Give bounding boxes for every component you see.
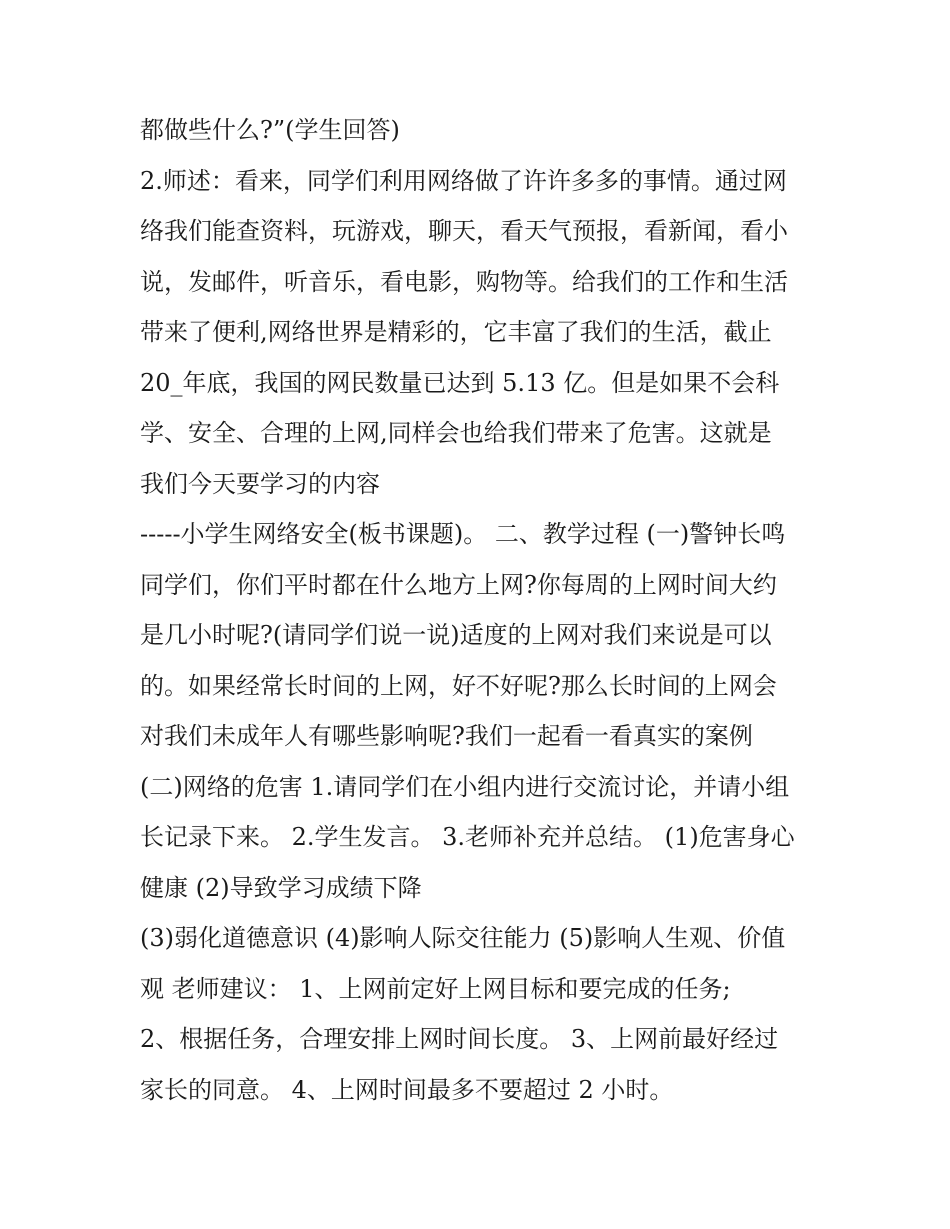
text-line-10: 同学们，你们平时都在什么地方上网?你每周的上网时间大约	[140, 570, 777, 599]
text-line-2: 2.师述：看来，同学们利用网络做了许许多多的事情。通过网	[140, 166, 787, 195]
text-line-13: 对我们未成年人有哪些影响呢?我们一起看一看真实的案例	[140, 722, 753, 750]
text-line-1: 都做些什么?”(学生回答)	[140, 116, 400, 144]
text-line-17: (3)弱化道德意识 (4)影响人际交往能力 (5)影响人生观、价值	[140, 924, 786, 952]
text-line-5: 带来了便利,网络世界是精彩的，它丰富了我们的生活，截止	[140, 318, 772, 346]
text-line-15: 长记录下来。 2.学生发言。 3.老师补充并总结。 (1)危害身心	[140, 823, 795, 851]
text-line-16: 健康 (2)导致学习成绩下降	[140, 873, 422, 902]
text-line-6: 20_年底，我国的网民数量已达到 5.13 亿。但是如果不会科	[140, 368, 780, 397]
text-line-3: 络我们能查资料，玩游戏，聊天，看天气预报，看新闻，看小	[140, 217, 788, 245]
text-line-7: 学、安全、合理的上网,同样会也给我们带来了危害。这就是	[140, 419, 772, 447]
text-line-8: 我们今天要学习的内容	[140, 469, 380, 498]
text-line-11: 是几小时呢?(请同学们说一说)适度的上网对我们来说是可以	[140, 621, 772, 649]
text-line-18: 观 老师建议： 1、上网前定好上网目标和要完成的任务;	[140, 974, 731, 1003]
text-line-9: -----小学生网络安全(板书课题)。 二、教学过程 (一)警钟长鸣	[140, 520, 786, 548]
document-body	[140, 105, 840, 1115]
text-line-14: (二)网络的危害 1.请同学们在小组内进行交流讨论，并请小组	[140, 772, 790, 801]
text-line-12: 的。如果经常长时间的上网，好不好呢?那么长时间的上网会	[140, 671, 777, 700]
text-line-4: 说，发邮件，听音乐，看电影，购物等。给我们的工作和生活	[140, 267, 788, 296]
text-line-20: 家长的同意。 4、上网时间最多不要超过 2 小时。	[140, 1075, 674, 1104]
text-line-19: 2、根据任务，合理安排上网时间长度。 3、上网前最好经过	[140, 1025, 779, 1053]
